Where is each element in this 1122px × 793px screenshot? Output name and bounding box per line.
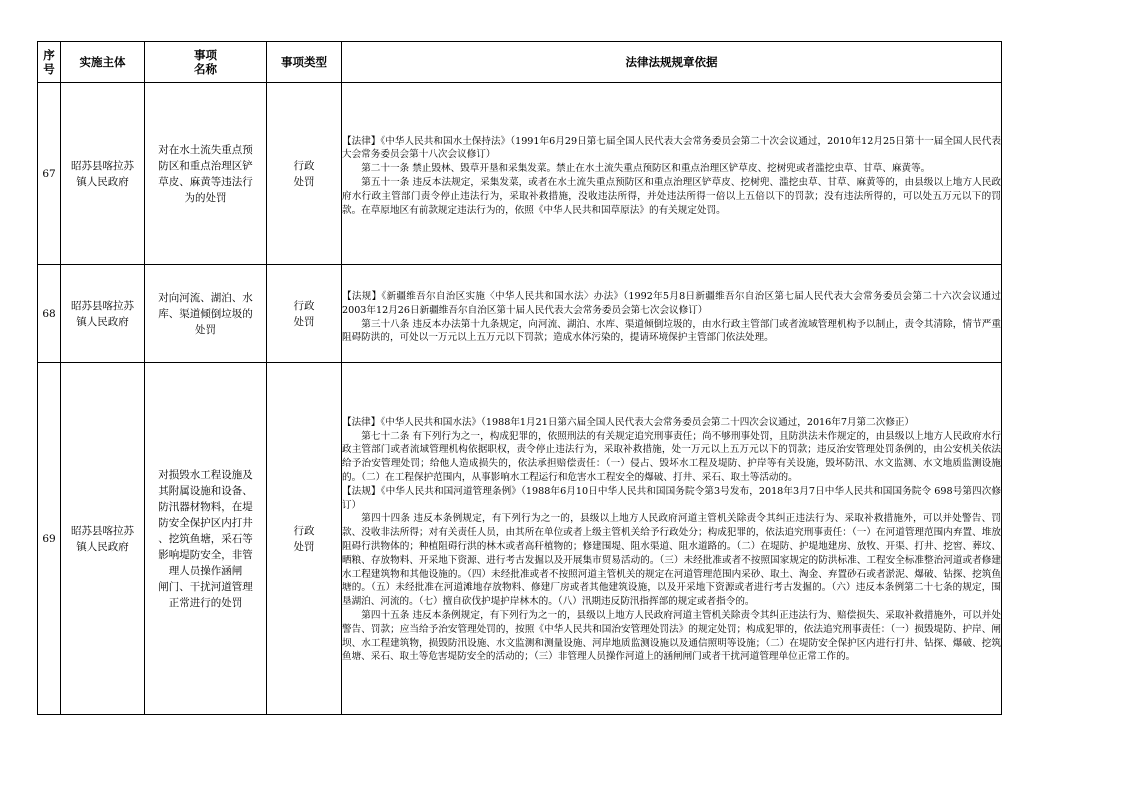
row-item-type: 行政 处罚 xyxy=(267,265,342,363)
row-item-name: 对损毁水工程设施及 其附属设施和设备、 防汛器材物料，在堤 防安全保护区内打井 、挖筑鱼塘，采石等 影响堤防安全，非管 理人员操作涵闸 闸门、干扰河道管理 正常进行的处罚 xyxy=(145,363,267,715)
header-basis: 法律法规规章依据 xyxy=(342,42,1002,83)
basis-paragraph: 第七十二条 有下列行为之一，构成犯罪的，依照刑法的有关规定追究刑事责任；尚不够刑事处罚，且防洪法未作规定的，由县级以上地方人民政府水行政主管部门或者流域管理机构依据职权，责令停止违法行为，采取补救措施，处一万元以上五万元以下的罚款；违反治安管理处罚条例的，由公安机关依法给予治安管理处罚；给他人造成损失的，依法承担赔偿责任：（一）侵占、毁坏水工程及堤防、护岸等有关设施，毁坏防汛、水文监测、水文地质监测设施的。（二）在工程保护范围内，从事影响水工程运行和危害水工程安全的爆破、打井、采石、取土等活动的。 xyxy=(342,430,1001,484)
row-item-name: 对在水土流失重点预 防区和重点治理区铲 草皮、麻黄等违法行 为的处罚 xyxy=(145,83,267,265)
enforcement-items-table xyxy=(37,41,1002,715)
row-legal-basis xyxy=(342,83,1002,265)
table-row xyxy=(38,265,1002,363)
row-item-type: 行政 处罚 xyxy=(267,83,342,265)
row-subject: 昭苏县喀拉苏 镇人民政府 xyxy=(61,265,145,363)
basis-paragraph: 第二十一条 禁止毁林、毁草开垦和采集发菜。禁止在水土流失重点预防区和重点治理区铲草皮、挖树兜或者滥挖虫草、甘草、麻黄等。 xyxy=(361,163,931,175)
row-legal-basis xyxy=(342,265,1002,363)
basis-paragraph: 第四十四条 违反本条例规定，有下列行为之一的，县级以上地方人民政府河道主管机关除责令其纠正违法行为、采取补救措施外，可以并处警告、罚款、没收非法所得；对有关责任人员，由其所在单位或者上级主管机关给予行政处分；构成犯罪的，依法追究刑事责任：（一）在河道管理范围内弃置、堆放阻碍行洪物体的；种植阻碍行洪的林木或者高秆植物的；修建围堤、阻水渠道、阻水道路的。（二）在堤防、护堤地建房、放牧、开渠、打井、挖窖、葬坟、晒粮、存放物料、开采地下资源、进行考古发掘以及开展集市贸易活动的。（三）未经批准或者不按照国家规定的防洪标准、工程安全标准整治河道或者修建水工程建筑物和其他设施的。（四）未经批准或者不按照河道主管机关的规定在河道管理范围内采砂、取土、淘金、弃置砂石或者淤泥、爆破、钻探、挖筑鱼塘的。（五）未经批准在河道滩地存放物料、修建厂房或者其他建筑设施，以及开采地下资源或者进行考古发掘的。（六）违反本条例第二十七条的规定，围垦湖泊、河流的。（七）擅自砍伐护堤护岸林木的。（八）汛期违反防汛指挥部的规定或者指令的。 xyxy=(342,513,1001,608)
row-number: 67 xyxy=(38,83,61,265)
header-type: 事项类型 xyxy=(267,42,342,83)
basis-paragraph: 【法律】《中华人民共和国水法》（1988年1月21日第六届全国人民代表大会常务委员会第二十四次会议通过，2016年7月第二次修正） xyxy=(342,416,915,428)
row-number: 68 xyxy=(38,265,61,363)
header-row xyxy=(38,42,1002,83)
header-name: 事项 名称 xyxy=(145,42,267,83)
basis-paragraph: 第四十五条 违反本条例规定，有下列行为之一的，县级以上地方人民政府河道主管机关除责令其纠正违法行为、赔偿损失、采取补救措施外，可以并处警告、罚款；应当给予治安管理处罚的，按照《中华人民共和国治安管理处罚法》的规定处罚；构成犯罪的，依法追究刑事责任：（一）损毁堤防、护岸、闸坝、水工程建筑物，损毁防汛设施、水文监测和测量设施、河岸地质监测设施以及通信照明等设施；（二）在堤防安全保护区内进行打井、钻探、爆破、挖筑鱼塘、采石、取土等危害堤防安全的活动的；（三）非管理人员操作河道上的涵闸闸门或者干扰河道管理单位正常工作的。 xyxy=(342,609,1001,663)
row-legal-basis xyxy=(342,363,1002,715)
table-row xyxy=(38,363,1002,715)
basis-paragraph: 【法律】《中华人民共和国水土保持法》（1991年6月29日第七届全国人民代表大会常务委员会第二十次会议通过，2010年12月25日第十一届全国人民代表大会常务委员会第十八次会议修订） xyxy=(342,135,1001,161)
basis-paragraph: 【法规】《中华人民共和国河道管理条例》（1988年6月10日中华人民共和国国务院令第3号发布，2018年3月7日中华人民共和国国务院令 698号第四次修订） xyxy=(342,485,1001,511)
row-number: 69 xyxy=(38,363,61,715)
basis-paragraph: 第三十八条 违反本办法第十九条规定，向河流、湖泊、水库、渠道倾倒垃圾的，由水行政主管部门或者流域管理机构予以制止，责令其清除，情节严重阻碍防洪的，可处以一万元以上五万元以下罚款；造成水体污染的，提请环境保护主管部门依法处理。 xyxy=(342,318,1001,344)
header-subject: 实施主体 xyxy=(61,42,145,83)
table-row xyxy=(38,83,1002,265)
basis-paragraph: 【法规】《新疆维吾尔自治区实施〈中华人民共和国水法〉办法》（1992年5月8日新疆维吾尔自治区第七届人民代表大会常务委员会第二十六次会议通过 2003年12月26日新疆维吾尔自治区第十届人民代表大会常务委员会第七次会议修订） xyxy=(342,290,1001,316)
row-subject: 昭苏县喀拉苏 镇人民政府 xyxy=(61,83,145,265)
basis-paragraph: 第五十一条 违反本法规定，采集发菜，或者在水土流失重点预防区和重点治理区铲草皮、挖树兜、滥挖虫草、甘草、麻黄等的，由县级以上地方人民政府水行政主管部门责令停止违法行为，采取补救措施，没收违法所得，并处违法所得一倍以上五倍以下的罚款；没有违法所得的，可以处五万元以下的罚款。在草原地区有前款规定违法行为的，依照《中华人民共和国草原法》的有关规定处罚。 xyxy=(342,177,1001,216)
row-item-type: 行政 处罚 xyxy=(267,363,342,715)
header-seq: 序 号 xyxy=(38,42,61,83)
row-item-name: 对向河流、湖泊、水 库、渠道倾倒垃圾的 处罚 xyxy=(145,265,267,363)
row-subject: 昭苏县喀拉苏 镇人民政府 xyxy=(61,363,145,715)
